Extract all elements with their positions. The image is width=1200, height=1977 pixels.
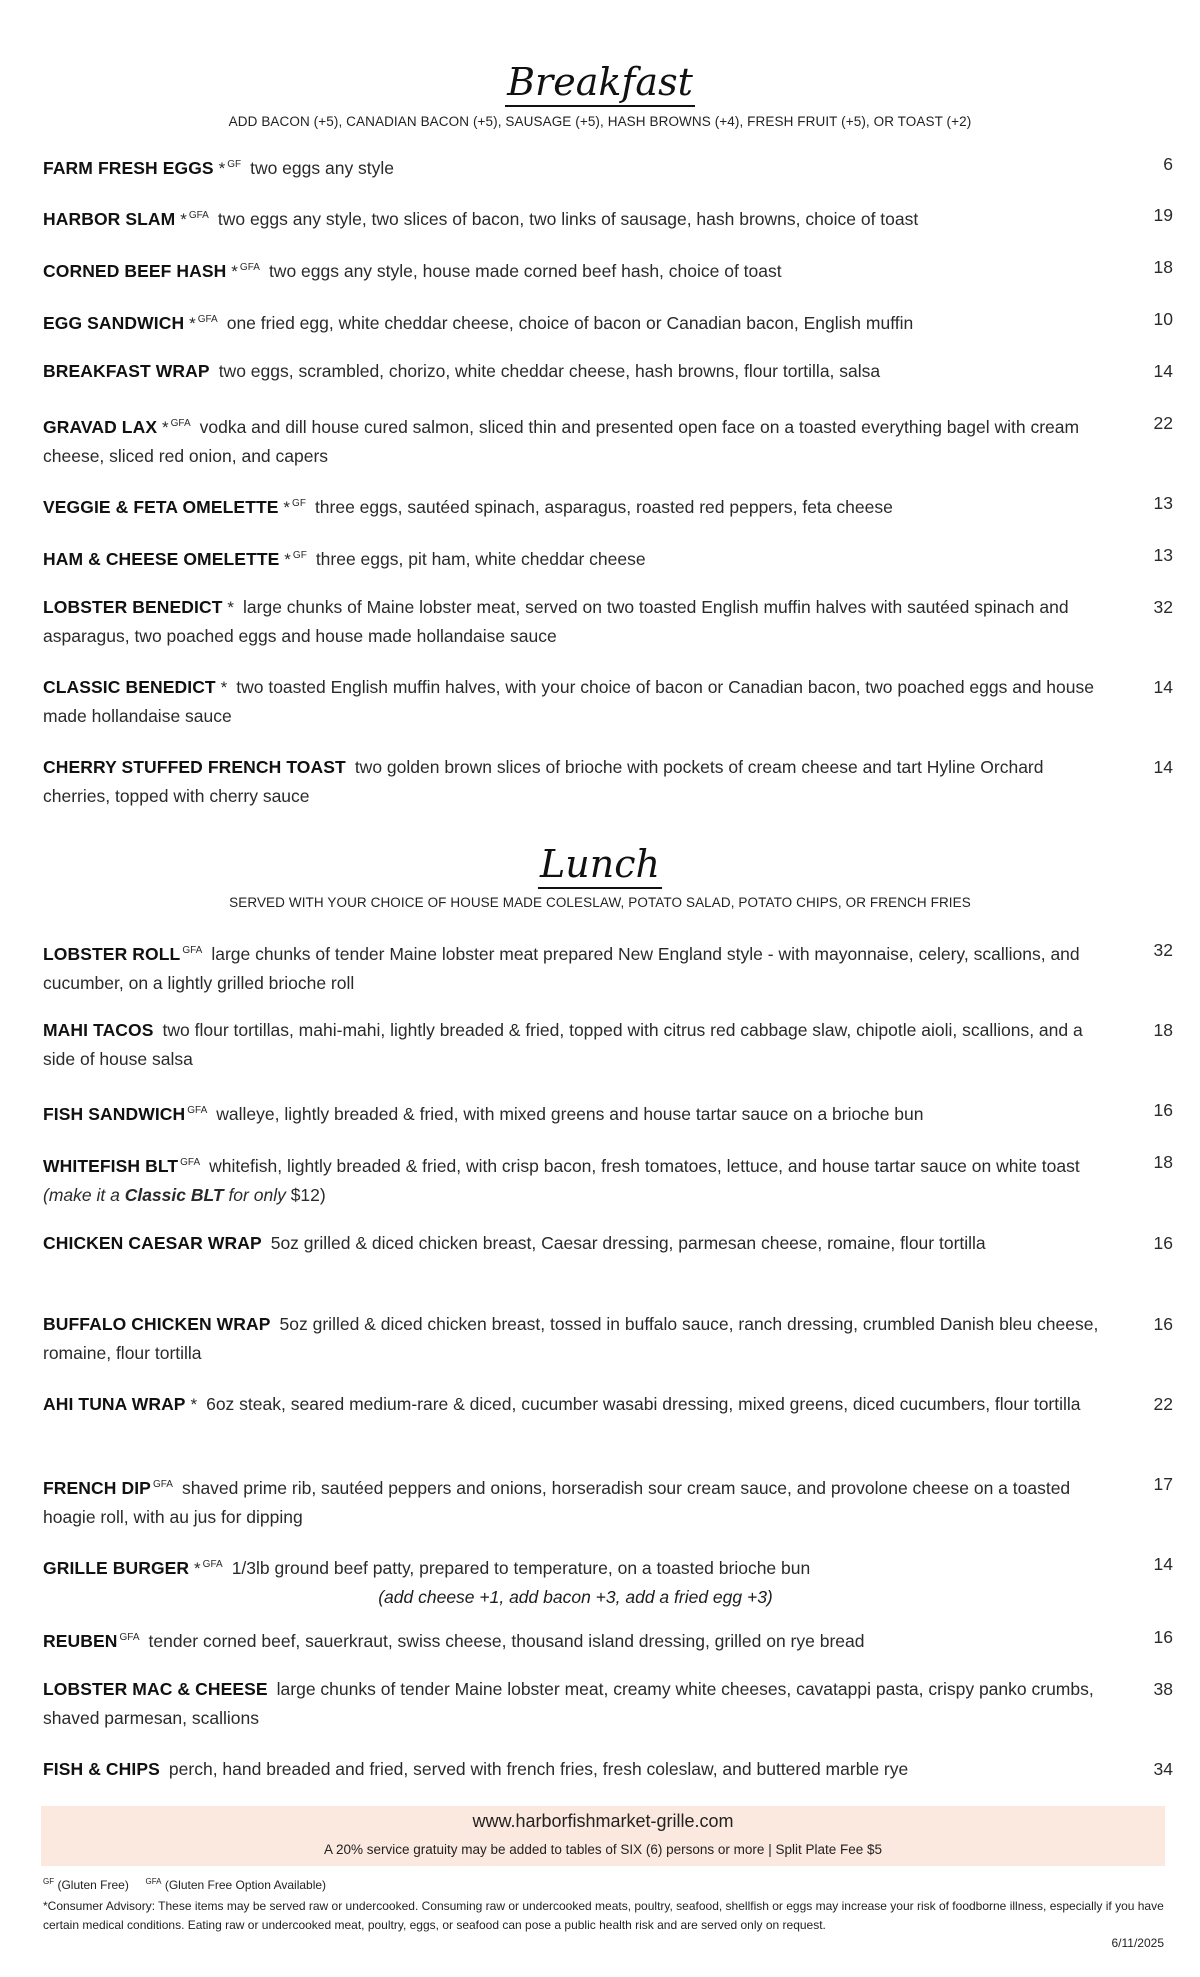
item-name: GRILLE BURGER (43, 1558, 190, 1578)
item-name: AHI TUNA WRAP (43, 1394, 186, 1414)
menu-item: VEGGIE & FETA OMELETTE * $^{GF}$ three eggs, sautéed spinach, asparagus, roasted red peppers, feta cheese 13 (43, 489, 1173, 522)
item-price: 10 (1153, 309, 1173, 329)
breakfast-heading: Breakfast (0, 60, 1200, 104)
menu-item: FRENCH DIP $^{GFA}$ shaved prime rib, sautéed peppers and onions, horseradish sour cream sauce, and provolone cheese on a toasted hoagie roll, with au jus for dipping 17 (43, 1470, 1173, 1532)
item-name: FISH & CHIPS (43, 1759, 160, 1779)
item-description: 5oz grilled & diced chicken breast, Caesar dressing, parmesan cheese, romaine, flour tortilla (270, 1233, 986, 1253)
item-description: two golden brown slices of brioche with pockets of cream cheese and tart Hyline Orchard cherries, topped with cherry sauce (43, 757, 1044, 806)
item-name: CORNED BEEF HASH (43, 261, 227, 281)
menu-item: FISH SANDWICH $^{GFA}$ walleye, lightly breaded & fried, with mixed greens and house tartar sauce on a brioche bun 16 (43, 1096, 1173, 1129)
item-name: LOBSTER ROLL (43, 944, 181, 964)
menu-item (43, 1229, 1173, 1258)
item-name: EGG SANDWICH (43, 313, 185, 333)
item-description: three eggs, pit ham, white cheddar cheese (315, 549, 646, 569)
breakfast-addons-note: ADD BACON (+5), CANADIAN BACON (+5), SAUSAGE (+5), HASH BROWNS (+4), FRESH FRUIT (+5), OR TOAST (+2) (228, 114, 972, 129)
menu-item: LOBSTER ROLL $^{GFA}$ large chunks of tender Maine lobster meat prepared New England style - with mayonnaise, celery, scallions, and cucumber, on a lightly grilled brioche roll 32 (43, 936, 1173, 998)
item-price: 32 (1153, 597, 1173, 617)
item-description: two eggs any style, house made corned beef hash, choice of toast (268, 261, 782, 281)
item-name: CHICKEN CAESAR WRAP (43, 1233, 262, 1253)
item-name: LOBSTER BENEDICT (43, 597, 223, 617)
item-price: 13 (1153, 545, 1173, 565)
item-name: CLASSIC BENEDICT (43, 677, 216, 697)
item-name: REUBEN (43, 1631, 118, 1651)
menu-item: HAM & CHEESE OMELETTE * $^{GF}$ three eggs, pit ham, white cheddar cheese 13 (43, 541, 1173, 574)
item-name: LOBSTER MAC & CHEESE (43, 1679, 268, 1699)
item-name: HAM & CHEESE OMELETTE (43, 549, 280, 569)
item-description: two eggs, scrambled, chorizo, white cheddar cheese, hash browns, flour tortilla, salsa (218, 361, 881, 381)
item-name: VEGGIE & FETA OMELETTE (43, 497, 279, 517)
menu-item: GRAVAD LAX * $^{GFA}$ vodka and dill house cured salmon, sliced thin and presented open face on a toasted everything bagel with cream cheese, sliced red onion, and capers 22 (43, 409, 1173, 471)
menu-item: CORNED BEEF HASH * $^{GFA}$ two eggs any style, house made corned beef hash, choice of toast 18 (43, 253, 1173, 286)
menu-item: GRILLE BURGER * $^{GFA}$ 1/3lb ground beef patty, prepared to temperature, on a toasted brioche bun (add cheese +1, add bacon +3, add a fried egg +3) 14 (43, 1550, 1173, 1612)
dietary-legend: $^{GF}$ (Gluten Free) $^{GFA}$ (Gluten Free Option Available) (43, 1877, 327, 1892)
menu-item (43, 1016, 1173, 1074)
item-description: three eggs, sautéed spinach, asparagus, roasted red peppers, feta cheese (314, 497, 893, 517)
item-price: 18 (1153, 1020, 1173, 1040)
item-description: tender corned beef, sauerkraut, swiss cheese, thousand island dressing, grilled on rye bread (148, 1631, 865, 1651)
menu-item (43, 1310, 1173, 1368)
item-price: 22 (1153, 413, 1173, 433)
item-price: 16 (1153, 1314, 1173, 1334)
item-name: HARBOR SLAM (43, 209, 176, 229)
item-description: 1/3lb ground beef patty, prepared to temperature, on a toasted brioche bun (231, 1558, 811, 1578)
menu-item (43, 357, 1173, 386)
menu-item: LOBSTER BENEDICT * large chunks of Maine lobster meat, served on two toasted English muffin halves with sautéed spinach and asparagus, two poached eggs and house made hollandaise sauce 32 (43, 593, 1173, 651)
menu-item: HARBOR SLAM * $^{GFA}$ two eggs any style, two slices of bacon, two links of sausage, hash browns, choice of toast 19 (43, 201, 1173, 234)
menu-item: CLASSIC BENEDICT * two toasted English muffin halves, with your choice of bacon or Canadian bacon, two poached eggs and house made hollandaise sauce 14 (43, 673, 1173, 731)
item-name: FRENCH DIP (43, 1478, 151, 1498)
menu-item: WHITEFISH BLT $^{GFA}$ whitefish, lightly breaded & fried, with crisp bacon, fresh tomatoes, lettuce, and house tartar sauce on white toast (make it a Classic BLT for only $12) 18 (43, 1148, 1173, 1210)
menu-date: 6/11/2025 (1111, 1936, 1164, 1950)
item-description: perch, hand breaded and fried, served with french fries, fresh coleslaw, and buttered marble rye (168, 1759, 909, 1779)
item-description: walleye, lightly breaded & fried, with mixed greens and house tartar sauce on a brioche bun (216, 1104, 924, 1124)
item-description: two eggs any style (250, 158, 395, 178)
item-price: 34 (1153, 1759, 1173, 1779)
item-description: shaved prime rib, sautéed peppers and onions, horseradish sour cream sauce, and provolone cheese on a toasted hoagie roll, with au jus for dipping (43, 1478, 1071, 1527)
item-description: large chunks of tender Maine lobster meat prepared New England style - with mayonnaise, celery, scallions, and cucumber, on a lightly grilled brioche roll (43, 944, 1080, 993)
item-price: 14 (1153, 677, 1173, 697)
item-price: 38 (1153, 1679, 1173, 1699)
item-name: CHERRY STUFFED FRENCH TOAST (43, 757, 346, 777)
menu-item (43, 753, 1173, 811)
item-addons: (add cheese +1, add bacon +3, add a fried egg +3) (378, 1587, 773, 1607)
item-price: 6 (1163, 154, 1173, 174)
website-link[interactable]: www.harborfishmarket-grille.com (472, 1811, 734, 1831)
lunch-sides-note: SERVED WITH YOUR CHOICE OF HOUSE MADE COLESLAW, POTATO SALAD, POTATO CHIPS, OR FRENCH FRIES (229, 895, 971, 910)
item-description: two flour tortillas, mahi-mahi, lightly breaded & fried, topped with citrus red cabbage slaw, chipotle aioli, scallions, and a side of house salsa (43, 1020, 1083, 1069)
item-price: 19 (1153, 205, 1173, 225)
item-description: two toasted English muffin halves, with your choice of bacon or Canadian bacon, two poached eggs and house made hollandaise sauce (43, 677, 1094, 726)
item-name: BREAKFAST WRAP (43, 361, 210, 381)
item-price: 16 (1153, 1233, 1173, 1253)
item-name: GRAVAD LAX (43, 417, 158, 437)
item-description: vodka and dill house cured salmon, sliced thin and presented open face on a toasted everything bagel with cream cheese, sliced red onion, and capers (43, 417, 1080, 466)
item-price: 14 (1153, 1554, 1173, 1574)
item-price: 13 (1153, 493, 1173, 513)
item-price: 14 (1153, 757, 1173, 777)
item-price: 14 (1153, 361, 1173, 381)
item-name: FISH SANDWICH (43, 1104, 186, 1124)
menu-item: FARM FRESH EGGS * $^{GF}$ two eggs any style 6 (43, 150, 1173, 183)
item-price: 18 (1153, 257, 1173, 277)
item-name: BUFFALO CHICKEN WRAP (43, 1314, 271, 1334)
menu-item: EGG SANDWICH * $^{GFA}$ one fried egg, white cheddar cheese, choice of bacon or Canadian bacon, English muffin 10 (43, 305, 1173, 338)
item-name: FARM FRESH EGGS (43, 158, 214, 178)
gratuity-note: A 20% service gratuity may be added to tables of SIX (6) persons or more | Split Plate Fee $5 (323, 1842, 883, 1857)
item-price: 32 (1153, 940, 1173, 960)
item-description: 5oz grilled & diced chicken breast, tossed in buffalo sauce, ranch dressing, crumbled Danish bleu cheese, romaine, flour tortilla (43, 1314, 1099, 1363)
footer-band (41, 1806, 1165, 1866)
lunch-heading: Lunch (0, 842, 1200, 886)
item-description: large chunks of tender Maine lobster meat, creamy white cheeses, cavatappi pasta, crispy panko crumbs, shaved parmesan, scallions (43, 1679, 1094, 1728)
item-price: 18 (1153, 1152, 1173, 1172)
item-description: two eggs any style, two slices of bacon, two links of sausage, hash browns, choice of toast (217, 209, 919, 229)
item-price: 16 (1153, 1627, 1173, 1647)
item-price: 16 (1153, 1100, 1173, 1120)
menu-item (43, 1675, 1173, 1733)
item-price: 17 (1153, 1474, 1173, 1494)
item-name: WHITEFISH BLT (43, 1156, 179, 1176)
item-description: one fried egg, white cheddar cheese, choice of bacon or Canadian bacon, English muffin (226, 313, 914, 333)
menu-item: AHI TUNA WRAP * 6oz steak, seared medium-rare & diced, cucumber wasabi dressing, mixed greens, diced cucumbers, flour tortilla 22 (43, 1390, 1173, 1419)
item-description: large chunks of Maine lobster meat, served on two toasted English muffin halves with sautéed spinach and asparagus, two poached eggs and house made hollandaise sauce (43, 597, 1069, 646)
item-name: MAHI TACOS (43, 1020, 154, 1040)
menu-item (43, 1755, 1173, 1784)
item-price: 22 (1153, 1394, 1173, 1414)
menu-item: REUBEN $^{GFA}$ tender corned beef, sauerkraut, swiss cheese, thousand island dressing, grilled on rye bread 16 (43, 1623, 1173, 1656)
consumer-advisory: *Consumer Advisory: These items may be served raw or undercooked. Consuming raw or undercooked meats, poultry, seafood, shellfish or eggs may increase your risk of foodborne illness, especially if you have certain medical conditions. Eating raw or undercooked meat, poultry, eggs, or seafood can pose a public health risk and are served only on request. (43, 1899, 1164, 1932)
item-description: whitefish, lightly breaded & fried, with crisp bacon, fresh tomatoes, lettuce, and house tartar sauce on white toast (209, 1156, 1080, 1176)
item-description: 6oz steak, seared medium-rare & diced, cucumber wasabi dressing, mixed greens, diced cucumbers, flour tortilla (206, 1394, 1081, 1414)
